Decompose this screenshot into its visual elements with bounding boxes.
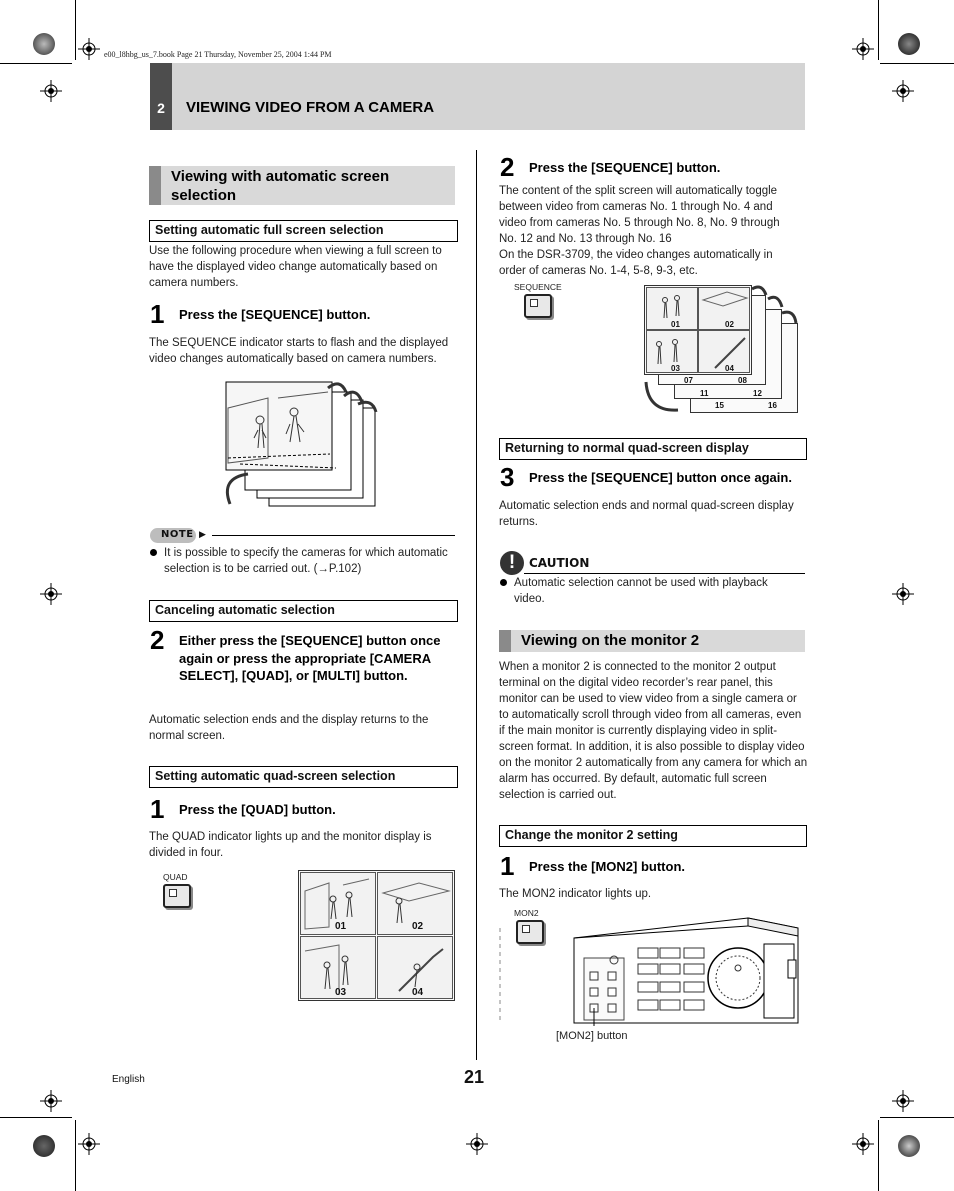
footer-language: English <box>112 1074 145 1085</box>
cell-label: 03 <box>335 987 347 998</box>
print-info: e00_l8hbg_us_7.book Page 21 Thursday, November 25, 2004 1:44 PM <box>104 50 332 59</box>
stack-label: 12 <box>753 389 762 398</box>
page-number: 21 <box>464 1067 485 1087</box>
column-divider <box>476 150 477 1060</box>
cell-label: 04 <box>725 364 734 373</box>
section-description: When a monitor 2 is connected to the monitor 2 output terminal on the digital video recorder’s rear panel, this monitor can be used to view video from a single camera or to automatically scroll through video from all cameras, even if the main monitor is currently displaying video in split-screen format. In addition, it is also possible to display video on the monitor 2 automatically from any camera for which an alarm has occurred. By default, automatic full screen selection is carried out. <box>499 661 808 801</box>
intro-text: Use the following procedure when viewing a full screen to have the displayed video change automatically based on camera numbers. <box>149 245 442 289</box>
step-description: The MON2 indicator lights up. <box>499 888 652 900</box>
registration-mark-icon <box>892 1090 914 1112</box>
stack-label: 07 <box>684 376 693 385</box>
subsection-quad <box>149 766 458 788</box>
sequence-button-label: SEQUENCE <box>514 282 562 292</box>
color-dial-icon <box>33 1135 55 1157</box>
step-description: The QUAD indicator lights up and the monitor display is divided in four. <box>149 831 432 859</box>
registration-mark-icon <box>40 583 62 605</box>
subsection-title: Change the monitor 2 setting <box>505 828 678 842</box>
mon2-button-label: MON2 <box>514 908 539 918</box>
registration-mark-icon <box>40 80 62 102</box>
caution-icon: ! <box>500 551 524 575</box>
step-number: 1 <box>500 851 515 881</box>
color-dial-icon <box>33 33 55 55</box>
cell-label: 01 <box>335 921 347 932</box>
registration-mark-icon <box>78 1133 100 1155</box>
full-screen-sequence-illustration <box>218 378 384 511</box>
color-dial-icon <box>898 1135 920 1157</box>
subsection-canceling <box>149 600 458 622</box>
registration-mark-icon <box>892 80 914 102</box>
bullet-icon <box>500 579 507 586</box>
caution-rule <box>524 573 805 574</box>
chapter-title: VIEWING VIDEO FROM A CAMERA <box>186 99 435 116</box>
step-number: 1 <box>150 794 165 824</box>
cell-label: 02 <box>725 320 734 329</box>
note-badge <box>150 528 196 543</box>
note-bullet-text: It is possible to specify the cameras for which automatic selection is to be carried out. (→P.102) <box>164 547 448 575</box>
step-number: 2 <box>150 625 165 655</box>
step-instruction: Press the [SEQUENCE] button. <box>179 307 371 322</box>
mon2-callout: [MON2] button <box>556 1030 628 1042</box>
sequence-return-arrow-icon <box>642 378 682 414</box>
subsection-monitor2 <box>499 825 807 847</box>
step-instruction: Press the [QUAD] button. <box>179 802 336 817</box>
step-number: 1 <box>150 299 165 329</box>
bullet-icon <box>150 549 157 556</box>
registration-mark-icon <box>78 38 100 60</box>
step-instruction: Either press the [SEQUENCE] button once again or press the appropriate [CAMERA SELECT], [QUAD], or [MULTI] button. <box>179 633 441 683</box>
subsection-full-screen <box>149 220 458 242</box>
caution-label: CAUTION <box>529 556 590 570</box>
step-instruction: Press the [SEQUENCE] button once again. <box>529 470 792 485</box>
step-number: 2 <box>500 152 515 182</box>
step-description: Automatic selection ends and normal quad-screen display returns. <box>499 500 794 528</box>
color-dial-icon <box>898 33 920 55</box>
stack-label: 08 <box>738 376 747 385</box>
registration-mark-icon <box>466 1133 488 1155</box>
quad-button-label: QUAD <box>163 872 188 882</box>
note-label: NOTE <box>161 529 194 540</box>
note-arrow-icon: ▶ <box>199 529 206 539</box>
registration-mark-icon <box>852 38 874 60</box>
stack-label: 11 <box>700 389 709 398</box>
chapter-number-tab <box>150 63 172 130</box>
step-description: Automatic selection ends and the display returns to the normal screen. <box>149 714 429 742</box>
chapter-header <box>150 63 805 130</box>
stack-label: 16 <box>768 401 777 410</box>
step-description: The SEQUENCE indicator starts to flash and the displayed video changes automatically based on camera numbers. <box>149 337 449 365</box>
cell-label: 03 <box>671 364 680 373</box>
registration-mark-icon <box>892 583 914 605</box>
subsection-returning <box>499 438 807 460</box>
section-header-monitor2 <box>499 630 805 652</box>
subsection-title: Canceling automatic selection <box>155 603 335 617</box>
step-description: The content of the split screen will automatically toggle between video from cameras No. 1 through No. 4 and video from cameras No. 5 through No. 8, No. 9 through No. 12 and No. 13 through No. 16 On the DSR-3709, the video changes automatically in order of cameras No. 1-4, 5-8, 9-3, etc. <box>499 185 780 277</box>
subsection-title: Setting automatic quad-screen selection <box>155 769 396 783</box>
section-title: Viewing with automatic screen selection <box>171 168 390 204</box>
registration-mark-icon <box>40 1090 62 1112</box>
step-number: 3 <box>500 462 515 492</box>
recorder-panel-illustration <box>498 908 804 1026</box>
cell-label: 01 <box>671 320 680 329</box>
note-rule <box>212 535 455 536</box>
subsection-title: Setting automatic full screen selection <box>155 223 384 237</box>
step-instruction: Press the [SEQUENCE] button. <box>529 160 721 175</box>
step-instruction: Press the [MON2] button. <box>529 859 686 874</box>
registration-mark-icon <box>852 1133 874 1155</box>
caution-bullet-text: Automatic selection cannot be used with playback video. <box>514 577 768 605</box>
quad-button-icon <box>163 884 191 908</box>
chapter-number: 2 <box>157 100 165 116</box>
subsection-title: Returning to normal quad-screen display <box>505 441 749 455</box>
stack-label: 15 <box>715 401 724 410</box>
quad-screen-illustration <box>298 870 455 1001</box>
section-title: Viewing on the monitor 2 <box>521 632 700 649</box>
section-header-automatic <box>149 166 455 205</box>
sequence-button-icon <box>524 294 552 318</box>
cell-label: 04 <box>412 987 424 998</box>
cell-label: 02 <box>412 921 424 932</box>
